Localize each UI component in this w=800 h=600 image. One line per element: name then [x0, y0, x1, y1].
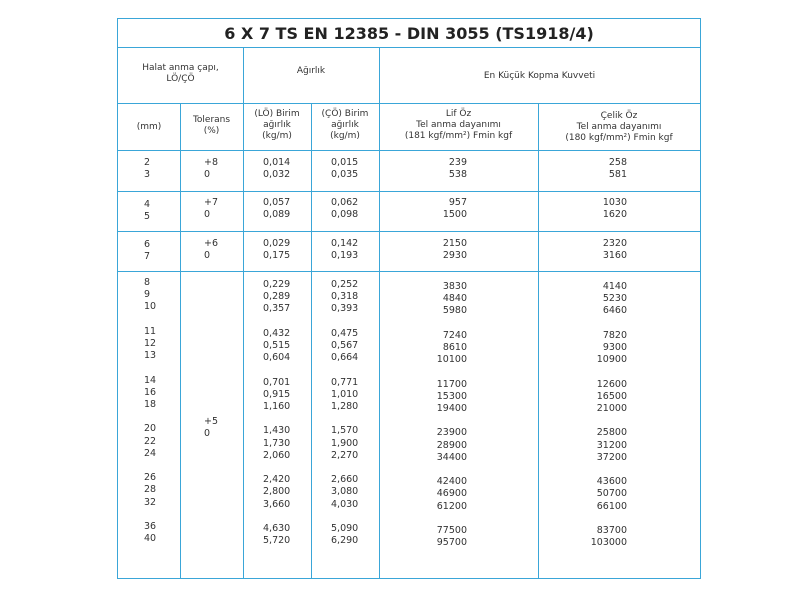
fiber-core-header: Lif Öz Tel anma dayanımı (181 kgf/mm²) Fmin kgf [404, 109, 513, 141]
lo-weight-header: (LÖ) Birim ağırlık (kg/m) [254, 109, 300, 141]
group-divider [118, 271, 700, 272]
col-divider [311, 103, 312, 578]
lo-weight-cell: 0,014 0,032 [263, 157, 291, 181]
tolerance-cell: +6 0 [204, 238, 219, 262]
group-divider [118, 231, 700, 232]
mm-cell: 8 9 10 11 12 13 14 16 18 20 22 24 26 28 32 36 40 [144, 277, 157, 545]
steel-core-cell: 1030 1620 [602, 197, 627, 221]
mm-cell: 6 7 [144, 239, 151, 263]
lo-weight-cell: 0,229 0,289 0,357 0,432 0,515 0,604 0,701 0,915 1,160 1,430 1,730 2,060 2,420 2,800 3,660 4,630 5,720 [263, 279, 291, 547]
strength-group-header: En Küçük Kopma Kuvveti [483, 71, 596, 81]
fiber-core-cell: 957 1500 [442, 197, 467, 221]
fiber-core-cell: 239 538 [448, 157, 467, 181]
co-weight-cell: 0,142 0,193 [331, 238, 359, 262]
lo-weight-cell: 0,029 0,175 [263, 238, 291, 262]
header-divider [118, 103, 700, 104]
tolerance-cell: +8 0 [204, 157, 219, 181]
lo-weight-cell: 0,057 0,089 [263, 197, 291, 221]
rope-spec-table [117, 18, 701, 579]
title-divider [118, 47, 700, 48]
fiber-core-cell: 3830 4840 5980 7240 8610 10100 11700 15300 19400 23900 28900 34400 42400 46900 61200 77500 95700 [436, 281, 467, 549]
weight-group-header: Ağırlık [296, 66, 326, 76]
table-title: 6 X 7 TS EN 12385 - DIN 3055 (TS1918/4) [224, 24, 594, 43]
co-weight-cell: 0,252 0,318 0,393 0,475 0,567 0,664 0,771 1,010 1,280 1,570 1,900 2,270 2,660 3,080 4,030 5,090 6,290 [331, 279, 359, 547]
tolerance-header: Tolerans (%) [192, 115, 231, 136]
co-weight-cell: 0,062 0,098 [331, 197, 359, 221]
co-weight-header: (ÇÖ) Birim ağırlık (kg/m) [321, 109, 369, 141]
group-divider [118, 191, 700, 192]
co-weight-cell: 0,015 0,035 [331, 157, 359, 181]
col-divider [538, 103, 539, 578]
header-bottom-line [118, 150, 700, 151]
steel-core-cell: 4140 5230 6460 7820 9300 10900 12600 16500 21000 25800 31200 37200 43600 50700 66100 83700 103000 [590, 281, 627, 549]
tolerance-cell: +5 0 [204, 416, 219, 440]
mm-cell: 4 5 [144, 199, 151, 223]
steel-core-cell: 258 581 [608, 157, 627, 181]
steel-core-cell: 2320 3160 [602, 238, 627, 262]
mm-cell: 2 3 [144, 157, 151, 181]
col-divider [180, 103, 181, 578]
steel-core-header: Çelik Öz Tel anma dayanımı (180 kgf/mm²) Fmin kgf [565, 111, 673, 143]
diameter-group-header: Halat anma çapı, LÖ/ÇÖ [142, 63, 219, 84]
mm-header: (mm) [136, 122, 162, 132]
fiber-core-cell: 2150 2930 [442, 238, 467, 262]
tolerance-cell: +7 0 [204, 197, 219, 221]
